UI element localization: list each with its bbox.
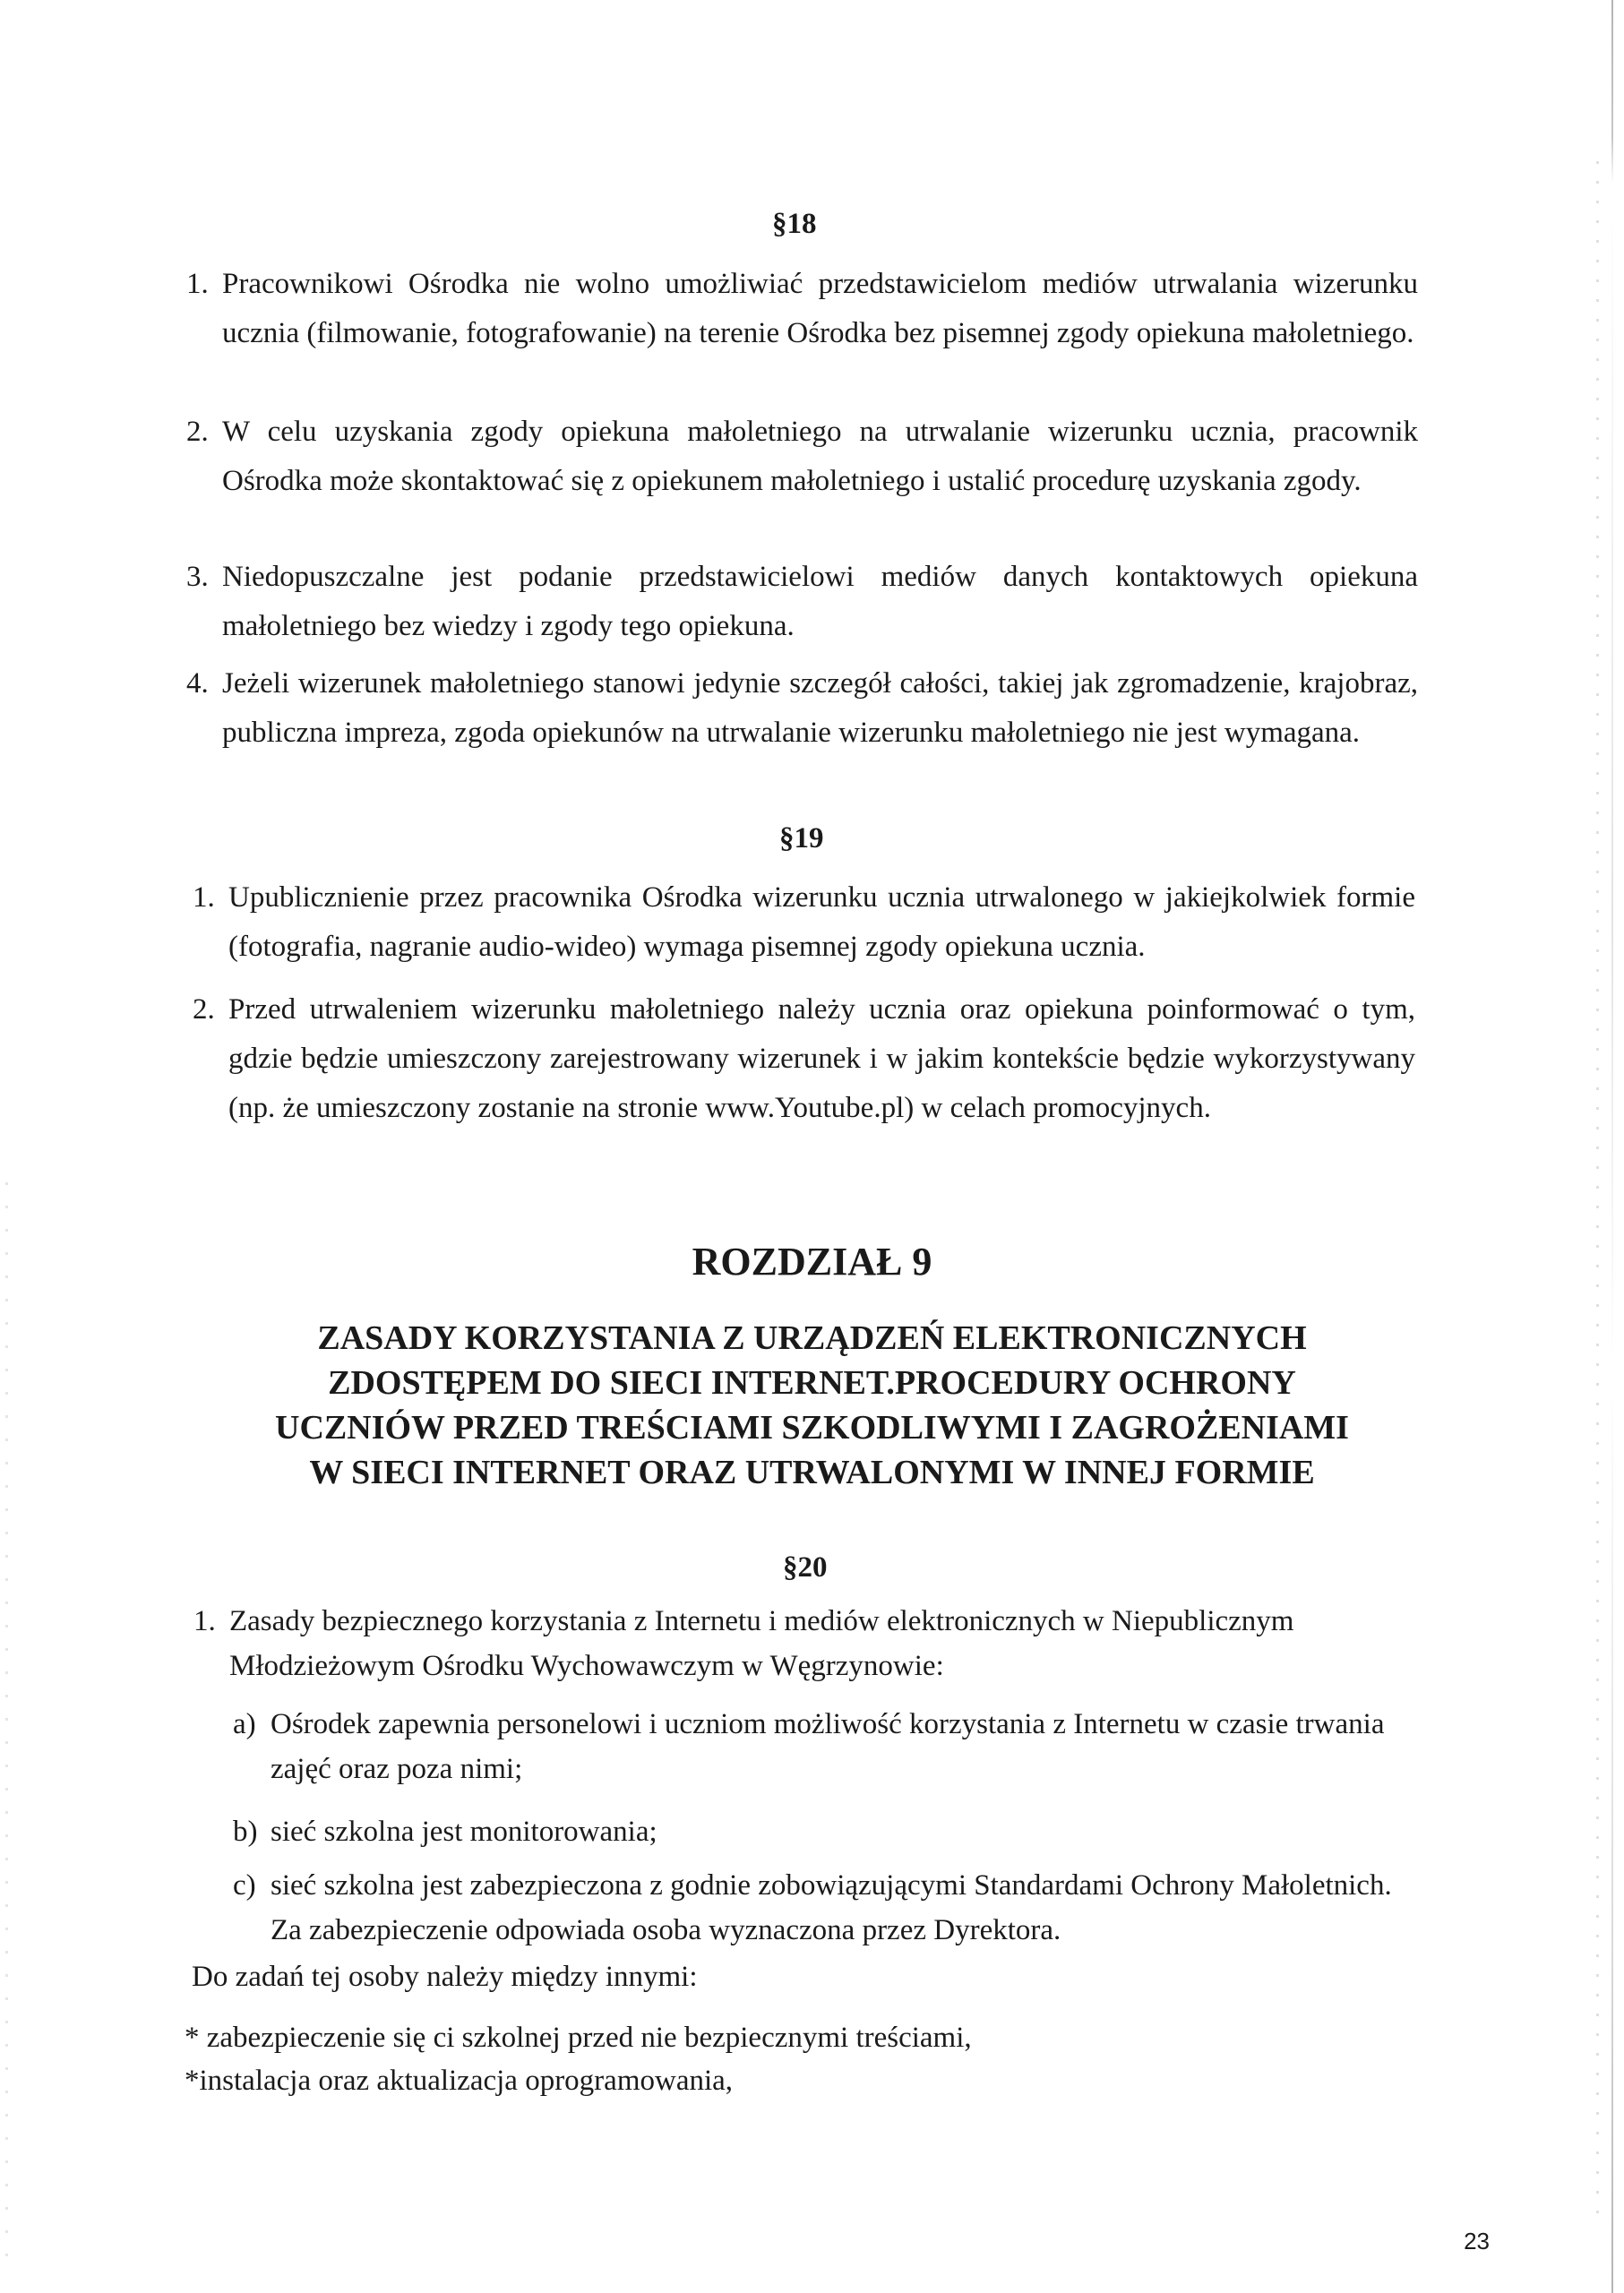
s20-subitem-c	[233, 1863, 1408, 1953]
item-number: 4.	[186, 667, 209, 700]
s18-item-4	[186, 659, 1418, 758]
chapter-subtitle-line-4: W SIECI INTERNET ORAZ UTRWALONYMI W INNEJ FORMIE	[309, 1454, 1315, 1491]
item-text: W celu uzyskania zgody opiekuna małoletniego na utrwalanie wizerunku ucznia, pracownik Ośrodka może skontaktować się z opiekunem małoletniego i ustalić procedurę uzyskania zgody.	[222, 416, 1418, 497]
item-number: 3.	[186, 561, 209, 593]
section-heading-18: §18	[772, 208, 817, 240]
chapter-title: ROZDZIAŁ 9	[692, 1240, 932, 1284]
section-heading-19: §19	[779, 822, 824, 855]
chapter-subtitle-line-1: ZASADY KORZYSTANIA Z URZĄDZEŃ ELEKTRONICZNYCH	[317, 1319, 1307, 1357]
item-number: 1.	[193, 881, 215, 914]
item-number: 1.	[193, 1605, 216, 1637]
s19-item-1	[193, 873, 1415, 972]
subitem-text: sieć szkolna jest zabezpieczona z godnie zobowiązującymi Standardami Ochrony Małoletnich. Za zabezpieczenie odpowiada osoba wyznaczona przez Dyrektora.	[271, 1869, 1392, 1946]
s20-subitem-b	[233, 1809, 1408, 1854]
scan-edge	[1611, 0, 1613, 2293]
subitem-label: a)	[233, 1708, 256, 1740]
item-text: Pracownikowi Ośrodka nie wolno umożliwiać przedstawicielom mediów utrwalania wizerunku ucznia (filmowanie, fotografowanie) na terenie Ośrodka bez pisemnej zgody opiekuna małoletniego.	[222, 268, 1418, 349]
chapter-subtitle-line-2: ZDOSTĘPEM DO SIECI INTERNET.PROCEDURY OCHRONY	[328, 1364, 1296, 1402]
page-number: 23	[1464, 2228, 1490, 2254]
item-text: Niedopuszczalne jest podanie przedstawicielowi mediów danych kontaktowych opiekuna małoletniego bez wiedzy i zgody tego opiekuna.	[222, 561, 1418, 642]
subitem-label: b)	[233, 1816, 258, 1848]
scan-noise	[1596, 161, 1599, 2221]
s18-item-3	[186, 553, 1418, 651]
item-number: 1.	[186, 268, 209, 300]
item-text: Zasady bezpiecznego korzystania z Internetu i mediów elektronicznych w Niepublicznym Młodzieżowym Ośrodku Wychowawczym w Węgrzynowie:	[229, 1605, 1294, 1682]
item-number: 2.	[186, 416, 209, 448]
subitem-text: Ośrodek zapewnia personelowi i uczniom możliwość korzystania z Internetu w czasie trwania zajęć oraz poza nimi;	[271, 1708, 1385, 1785]
s20-subitem-a	[233, 1702, 1408, 1791]
item-number: 2.	[193, 993, 215, 1026]
item-text: Jeżeli wizerunek małoletniego stanowi jedynie szczegół całości, takiej jak zgromadzenie, krajobraz, publiczna impreza, zgoda opiekunów na utrwalanie wizerunku małoletniego nie jest wymagana.	[222, 667, 1418, 749]
section-heading-20: §20	[783, 1551, 828, 1584]
s19-item-2	[193, 985, 1415, 1133]
s20-item-1	[193, 1599, 1421, 1688]
s18-item-2	[186, 408, 1418, 506]
subitem-text: sieć szkolna jest monitorowania;	[271, 1816, 657, 1848]
tasks-intro: Do zadań tej osoby należy między innymi:	[192, 1961, 698, 1993]
task-item-1: * zabezpieczenie się ci szkolnej przed nie bezpiecznymi treściami,	[185, 2022, 972, 2054]
subitem-label: c)	[233, 1869, 256, 1902]
task-item-2: *instalacja oraz aktualizacja oprogramowania,	[185, 2065, 734, 2097]
chapter-subtitle-line-3: UCZNIÓW PRZED TREŚCIAMI SZKODLIWYMI I ZAGROŻENIAMI	[275, 1409, 1349, 1447]
s18-item-1	[186, 260, 1418, 358]
item-text: Upublicznienie przez pracownika Ośrodka wizerunku ucznia utrwalonego w jakiejkolwiek formie (fotografia, nagranie audio-wideo) wymaga pisemnej zgody opiekuna ucznia.	[228, 881, 1415, 963]
item-text: Przed utrwaleniem wizerunku małoletniego należy ucznia oraz opiekuna poinformować o tym, gdzie będzie umieszczony zarejestrowany wizerunek i w jakim kontekście będzie wykorzystywany (np. że umieszczony zostanie na stronie www.Youtube.pl) w celach promocyjnych.	[228, 993, 1415, 1124]
